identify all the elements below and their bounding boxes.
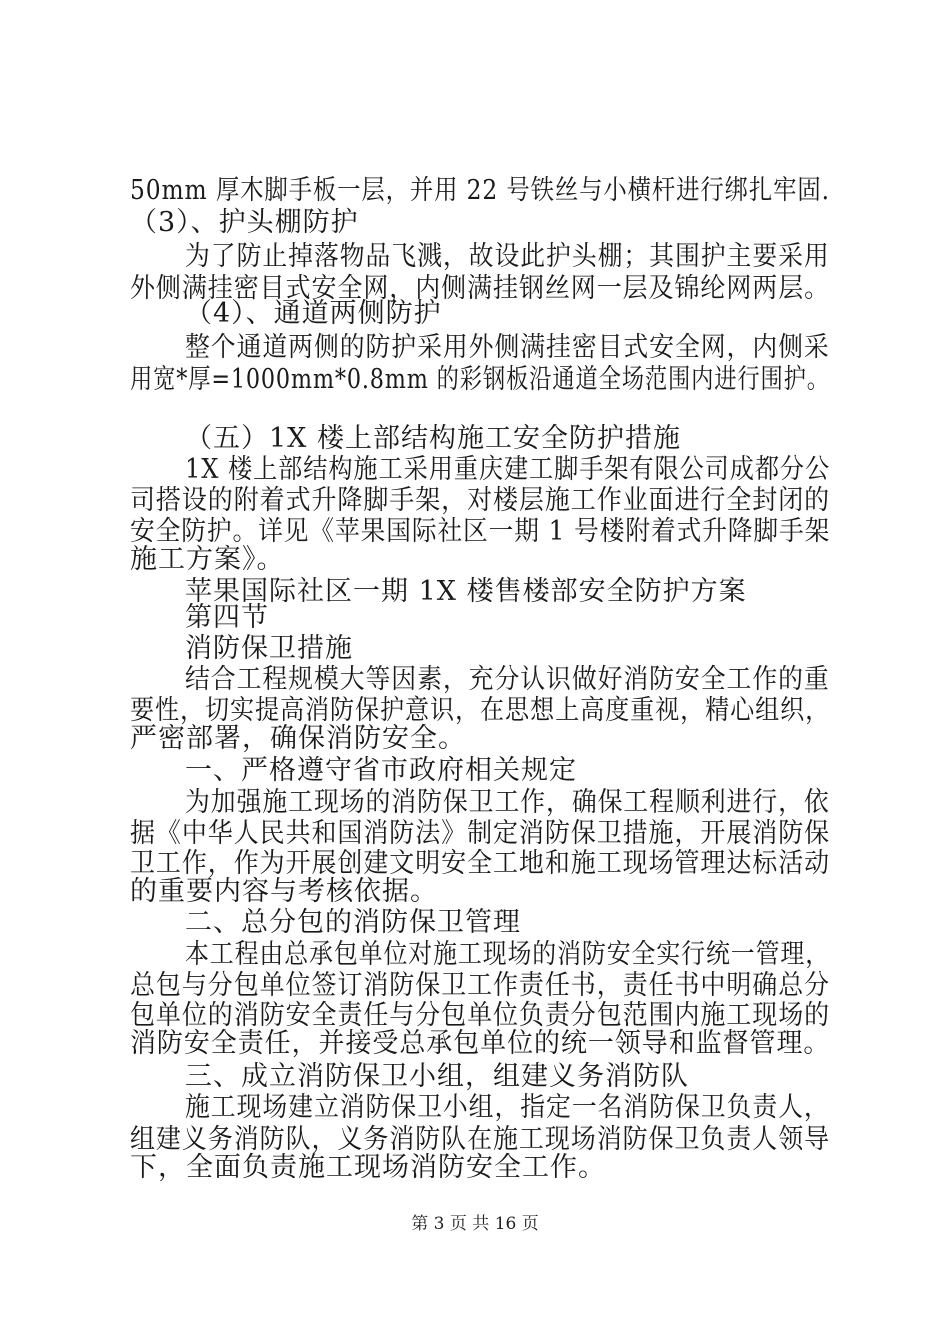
text-line: 用宽*厚=1000mm*0.8mm 的彩钢板沿通道全场范围内进行围护。 (130, 364, 830, 395)
text-line: （3）、护头棚防护 (130, 207, 359, 238)
text-line: 组建义务消防队，义务消防队在施工现场消防保卫负责人领导 (130, 1124, 831, 1155)
text-line: 严密部署，确保消防安全。 (130, 723, 466, 754)
text-line: 1X 楼上部结构施工采用重庆建工脚手架有限公司成都分公 (185, 454, 831, 485)
text-line: 整个通道两侧的防护采用外侧满挂密目式安全网，内侧采 (185, 332, 830, 363)
section-heading: （五）1X 楼上部结构施工安全防护措施 (185, 423, 681, 454)
text-line: 为了防止掉落物品飞溅，故设此护头棚；其围护主要采用 (185, 241, 830, 272)
text-line: 外侧满挂密目式安全网，内侧满挂钢丝网一层及锦纶网两层。 (130, 273, 831, 304)
text-line: 结合工程规模大等因素，充分认识做好消防安全工作的重 (185, 664, 830, 695)
text-line: 消防安全责任，并接受总承包单位的统一领导和监督管理。 (130, 1028, 831, 1059)
text-line: 安全防护。详见《苹果国际社区一期 1 号楼附着式升降脚手架 (130, 516, 831, 547)
text-line: 施工方案》。 (130, 544, 285, 575)
text-line: 50mm 厚木脚手板一层，并用 22 号铁丝与小横杆进行绑扎牢固. (130, 175, 830, 206)
text-line: 苹果国际社区一期 1X 楼售楼部安全防护方案 (185, 576, 747, 607)
text-line: 第四节 (185, 602, 269, 633)
text-line: 消防保卫措施 (185, 633, 353, 664)
text-line: 为加强施工现场的消防保卫工作，确保工程顺利进行，依 (185, 787, 830, 818)
text-line: 司搭设的附着式升降脚手架，对楼层施工作业面进行全封闭的 (130, 485, 831, 516)
text-line: 据《中华人民共和国消防法》制定消防保卫措施，开展消防保 (130, 818, 831, 849)
text-line: 的重要内容与考核依据。 (130, 876, 438, 907)
text-line: 要性，切实提高消防保护意识，在思想上高度重视，精心组织， (130, 695, 831, 726)
text-line: 下，全面负责施工现场消防安全工作。 (130, 1152, 606, 1183)
text-line: 卫工作，作为开展创建文明安全工地和施工现场管理达标活动 (130, 848, 831, 879)
page-number-footer: 第 3 页 共 16 页 (411, 1214, 539, 1234)
text-line: 三、成立消防保卫小组，组建义务消防队 (185, 1061, 689, 1092)
text-line: 施工现场建立消防保卫小组，指定一名消防保卫负责人， (185, 1092, 830, 1123)
text-line: 总包与分包单位签订消防保卫工作责任书，责任书中明确总分 (130, 970, 831, 1001)
text-line: 本工程由总承包单位对施工现场的消防安全实行统一管理， (185, 939, 831, 970)
text-line: 二、总分包的消防保卫管理 (185, 907, 521, 938)
text-line: （4）、通道两侧防护 (185, 298, 442, 329)
text-line: 一、严格遵守省市政府相关规定 (185, 755, 577, 786)
text-line: 包单位的消防安全责任与分包单位负责分包范围内施工现场的 (130, 1000, 831, 1031)
